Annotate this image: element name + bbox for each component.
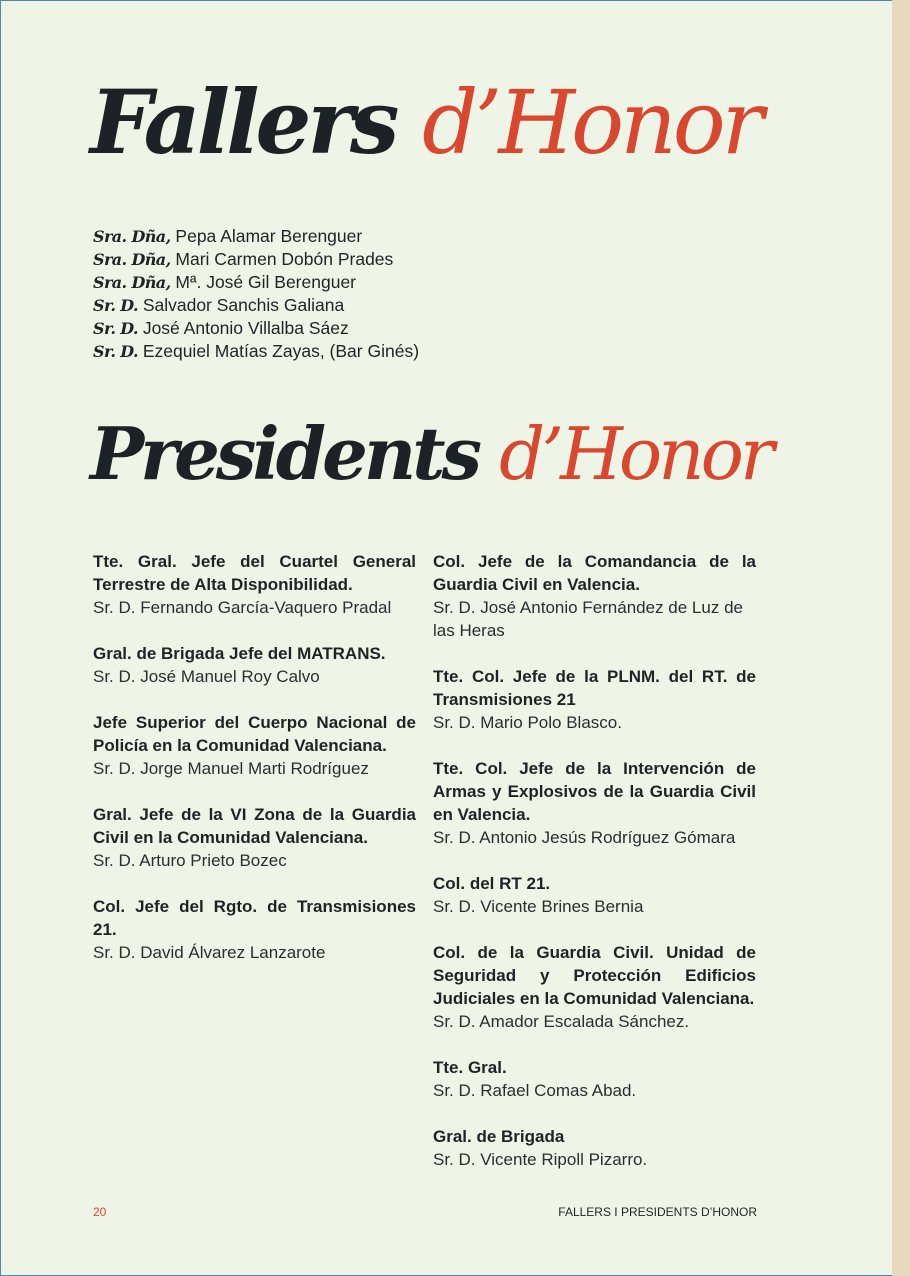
list-item	[93, 271, 419, 294]
person-name: Sr. D. Amador Escalada Sánchez.	[433, 1012, 690, 1031]
presidents-title	[90, 411, 771, 496]
page-edge-strip	[892, 0, 910, 1276]
page-number: 20	[93, 1205, 107, 1219]
honorific: Sr. D.	[93, 296, 138, 315]
person-name: Sr. D. Jorge Manuel Marti Rodríguez	[93, 759, 369, 778]
honorific: Sra. Dña,	[93, 273, 171, 292]
person-name: Sr. D. Vicente Ripoll Pizarro.	[433, 1150, 648, 1169]
person-name: Pepa Alamar Berenguer	[175, 226, 363, 246]
running-head: FALLERS I PRESIDENTS D’HONOR	[558, 1205, 757, 1219]
person-name: Ezequiel Matías Zayas, (Bar Ginés)	[142, 341, 420, 361]
person-name: Sr. D. Vicente Brines Bernia	[433, 897, 644, 916]
fallers-title-red: d’Honor	[422, 71, 760, 174]
role-title: Col. del RT 21.	[433, 874, 551, 893]
list-item	[93, 248, 419, 271]
role-title: Gral. de Brigada	[433, 1127, 565, 1146]
role-title: Tte. Col. Jefe de la Intervención de Armas y Explosivos de la Guardia Civil en Valencia.	[433, 759, 756, 824]
role-title: Col. Jefe de la Comandancia de la Guardia Civil en Valencia.	[433, 552, 756, 594]
role-title: Col. Jefe del Rgto. de Transmisiones 21.	[93, 897, 416, 939]
role-title: Tte. Gral.	[433, 1058, 507, 1077]
president-entry	[433, 665, 756, 734]
honorific: Sra. Dña,	[93, 250, 171, 269]
fallers-title	[90, 70, 760, 174]
list-item	[93, 317, 419, 340]
person-name: Sr. D. Fernando García-Vaquero Pradal	[93, 598, 392, 617]
president-entry	[433, 872, 756, 918]
list-item	[93, 340, 419, 363]
role-title: Jefe Superior del Cuerpo Nacional de Policía en la Comunidad Valenciana.	[93, 713, 416, 755]
fallers-title-dark: Fallers	[90, 70, 396, 174]
president-entry	[433, 1125, 756, 1171]
person-name: Mª. José Gil Berenguer	[175, 272, 357, 292]
president-entry	[93, 642, 416, 688]
person-name: Sr. D. Rafael Comas Abad.	[433, 1081, 637, 1100]
president-entry	[93, 711, 416, 780]
president-entry	[433, 941, 756, 1033]
person-name: Sr. D. José Antonio Fernández de Luz de las Heras	[433, 598, 743, 640]
president-entry	[93, 550, 416, 619]
president-entry	[93, 803, 416, 872]
president-entry	[433, 550, 756, 642]
role-title: Gral. Jefe de la VI Zona de la Guardia Civil en la Comunidad Valenciana.	[93, 805, 416, 847]
person-name: Sr. D. David Álvarez Lanzarote	[93, 943, 326, 962]
president-entry	[433, 757, 756, 849]
presidents-title-red: d’Honor	[499, 412, 771, 496]
president-entry	[93, 895, 416, 964]
person-name: Salvador Sanchis Galiana	[142, 295, 345, 315]
role-title: Col. de la Guardia Civil. Unidad de Seguridad y Protección Edificios Judiciales en la Comunidad Valenciana.	[433, 943, 756, 1008]
role-title: Gral. de Brigada Jefe del MATRANS.	[93, 644, 386, 663]
role-title: Tte. Col. Jefe de la PLNM. del RT. de Transmisiones 21	[433, 667, 756, 709]
person-name: Sr. D. Antonio Jesús Rodríguez Gómara	[433, 828, 736, 847]
list-item	[93, 294, 419, 317]
presidents-title-dark: Presidents	[90, 411, 479, 496]
person-name: Sr. D. Arturo Prieto Bozec	[93, 851, 287, 870]
role-title: Tte. Gral. Jefe del Cuartel General Terrestre de Alta Disponibilidad.	[93, 552, 416, 594]
fallers-list	[93, 225, 419, 363]
honorific: Sra. Dña,	[93, 227, 171, 246]
presidents-right-column	[433, 550, 756, 1194]
honorific: Sr. D.	[93, 319, 138, 338]
list-item	[93, 225, 419, 248]
presidents-left-column	[93, 550, 416, 987]
honorific: Sr. D.	[93, 342, 138, 361]
person-name: José Antonio Villalba Sáez	[142, 318, 349, 338]
president-entry	[433, 1056, 756, 1102]
person-name: Sr. D. José Manuel Roy Calvo	[93, 667, 320, 686]
person-name: Mari Carmen Dobón Prades	[175, 249, 394, 269]
person-name: Sr. D. Mario Polo Blasco.	[433, 713, 622, 732]
